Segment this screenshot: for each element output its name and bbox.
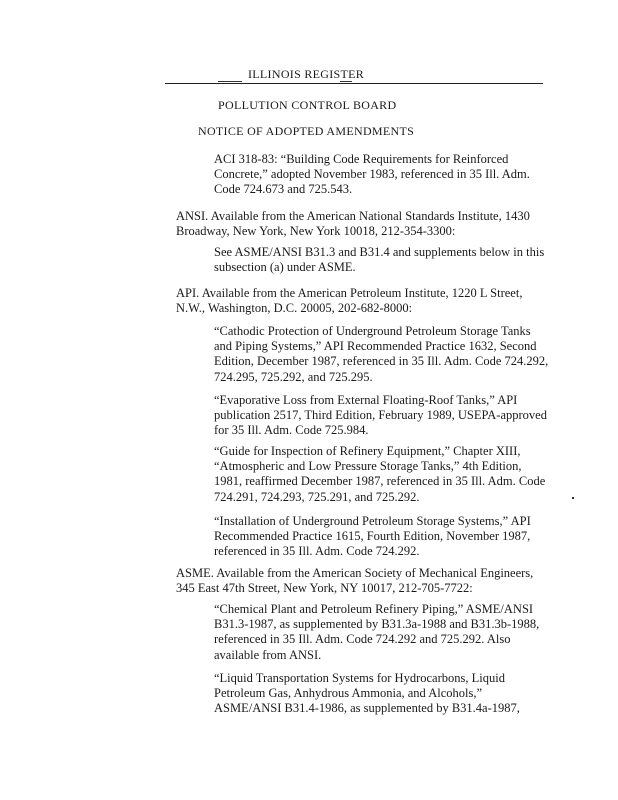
entry-api-ch13: “Guide for Inspection of Refinery Equipment,” Chapter XIII, “Atmospheric and Low Pressure Storage Tanks,” 4th Edition, 1981, reaffirmed December 1987, referenced in 35 Ill. Adm. Code 724.291, 724.293, 725.291, and 725.292. — [214, 444, 546, 504]
entry-api-2517: “Evaporative Loss from External Floating-Roof Tanks,” API publication 2517, Third Edition, February 1989, USEPA-approved for 35 Ill. Adm. Code 725.984. — [214, 393, 547, 438]
scan-speck — [572, 497, 574, 499]
entry-asme-b314: “Liquid Transportation Systems for Hydrocarbons, Liquid Petroleum Gas, Anhydrous Ammonia, and Alcohols,” ASME/ANSI B31.4-1986, as supplemented by B31.4a-1987, — [214, 671, 520, 716]
entry-aci: ACI 318-83: “Building Code Requirements for Reinforced Concrete,” adopted November 1983, referenced in 35 Ill. Adm. Code 724.673 and 725.543. — [214, 152, 530, 197]
header-underline-right — [340, 81, 352, 82]
register-title: ILLINOIS REGISTER — [248, 67, 365, 81]
board-name: POLLUTION CONTROL BOARD — [218, 98, 397, 112]
entry-api-1615: “Installation of Underground Petroleum Storage Systems,” API Recommended Practice 1615, Fourth Edition, November 1987, referenced in 35 Ill. Adm. Code 724.292. — [214, 514, 531, 559]
entry-ansi: ANSI. Available from the American National Standards Institute, 1430 Broadway, New York, New York 10018, 212-354-3300: — [176, 209, 530, 239]
entry-ansi-see: See ASME/ANSI B31.3 and B31.4 and supplements below in this subsection (a) under ASME. — [214, 245, 545, 275]
entry-api: API. Available from the American Petroleum Institute, 1220 L Street, N.W., Washington, D.C. 20005, 202-682-8000: — [176, 286, 523, 316]
header-rule — [165, 83, 543, 84]
entry-asme-b313: “Chemical Plant and Petroleum Refinery Piping,” ASME/ANSI B31.3-1987, as supplemented by B31.3a-1988 and B31.3b-1988, referenced in 35 Ill. Adm. Code 724.292 and 725.292. Also available from ANSI. — [214, 602, 540, 662]
notice-title: NOTICE OF ADOPTED AMENDMENTS — [198, 124, 415, 138]
header-underline-left — [218, 81, 242, 82]
entry-api-1632: “Cathodic Protection of Underground Petroleum Storage Tanks and Piping Systems,” API Recommended Practice 1632, Second Edition, December 1987, referenced in 35 Ill. Adm. Code 724.292, 724.295, 725.292, and 725.295. — [214, 324, 549, 384]
entry-asme: ASME. Available from the American Society of Mechanical Engineers, 345 East 47th Street, New York, NY 10017, 212-705-7722: — [176, 566, 534, 596]
